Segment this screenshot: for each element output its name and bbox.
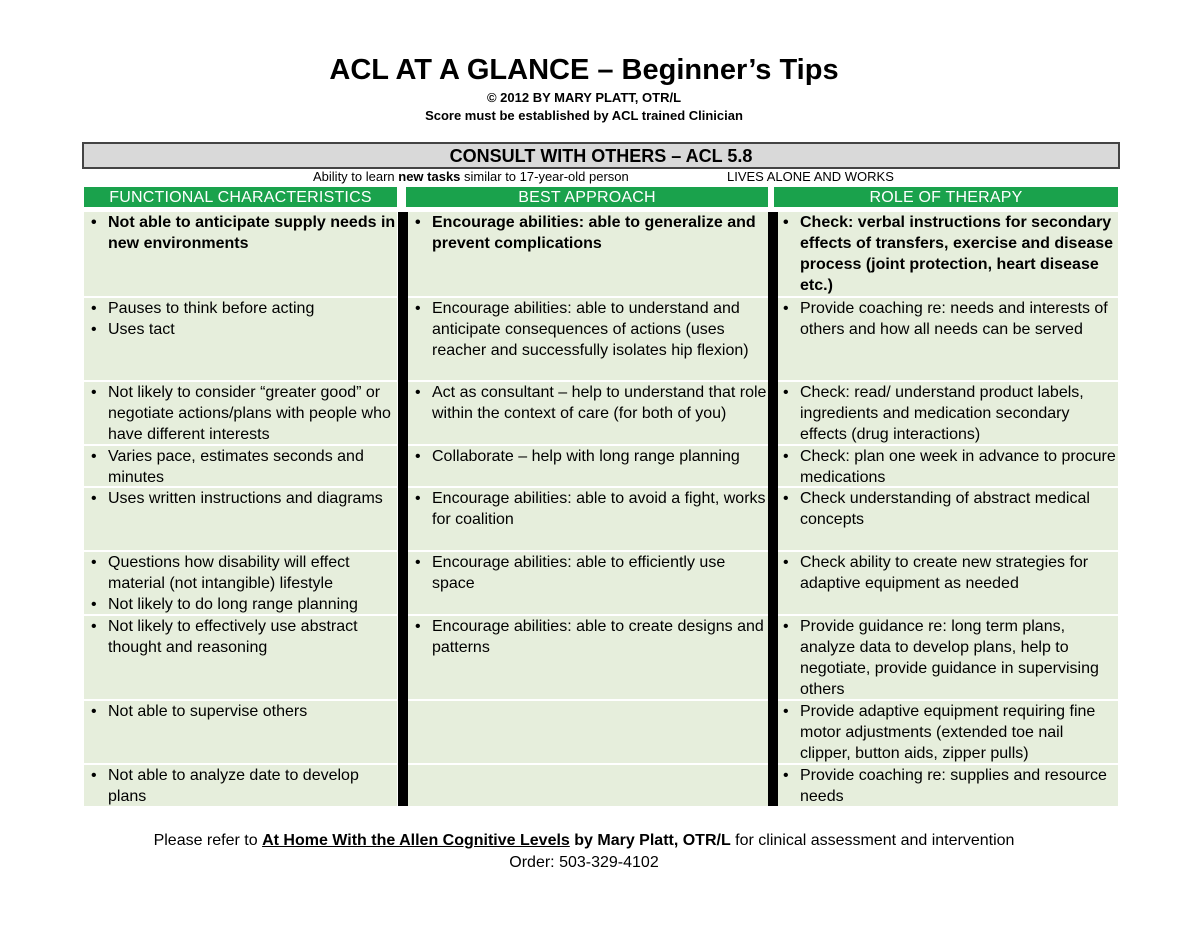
list-item: • Provide coaching re: needs and interests of others and how all needs can be served [776,298,1118,340]
bullet-list [408,212,768,254]
list-item: • Uses tact [84,319,397,340]
cell-functional-row-5 [84,488,397,550]
list-item: • Check ability to create new strategies for adaptive equipment as needed [776,552,1118,594]
cell-approach-row-7 [408,616,768,699]
cell-therapy-row-1 [776,212,1118,296]
list-item: • Check: read/ understand product labels, ingredients and medication secondary effects (drug interactions) [776,382,1118,444]
ability-prefix: Ability to learn [313,169,399,184]
ability-suffix: similar to 17-year-old person [460,169,629,184]
cell-approach-row-9 [408,765,768,806]
footer-order: Order: 503-329-4102 [509,854,659,871]
cell-therapy-row-3 [776,382,1118,444]
list-item: • Check: verbal instructions for secondary effects of transfers, exercise and disease process (joint protection, heart disease etc.) [776,212,1118,296]
list-item: • Not able to supervise others [84,701,397,722]
cell-approach-row-6 [408,552,768,614]
cell-functional-row-2 [84,298,397,380]
cell-therapy-row-6 [776,552,1118,614]
bullet-list [84,446,397,486]
bullet-list [776,616,1118,699]
list-item: • Encourage abilities: able to efficiently use space [408,552,768,594]
list-item: • Not likely to effectively use abstract thought and reasoning [84,616,397,658]
bullet-list [84,701,397,722]
bullet-list [776,765,1118,806]
list-item: • Encourage abilities: able to understand and anticipate consequences of actions (uses reacher and successfully isolates hip flexion) [408,298,768,361]
bullet-list [84,616,397,658]
list-item: • Not able to anticipate supply needs in new environments [84,212,397,254]
cell-therapy-row-8 [776,701,1118,763]
cell-therapy-row-2 [776,298,1118,380]
cell-approach-row-1 [408,212,768,296]
column-header-therapy: ROLE OF THERAPY [774,187,1118,207]
footer-author: Mary Platt, OTR/L [597,832,731,849]
page-title: ACL AT A GLANCE – Beginner’s Tips [329,54,839,86]
bullet-list [776,212,1118,296]
bullet-list [408,488,768,530]
footer-suffix: for clinical assessment and intervention [730,832,1015,849]
score-note: Score must be established by ACL trained Clinician [425,108,743,123]
cell-functional-row-3 [84,382,397,444]
cell-approach-row-3 [408,382,768,444]
bullet-list [776,488,1118,530]
list-item: • Act as consultant – help to understand that role within the context of care (for both of you) [408,382,768,424]
list-item: • Varies pace, estimates seconds and minutes [84,446,397,486]
cell-functional-row-4 [84,446,397,486]
cell-approach-row-5 [408,488,768,550]
list-item: • Check understanding of abstract medical concepts [776,488,1118,530]
cell-approach-row-4 [408,446,768,486]
bullet-list [776,552,1118,594]
list-item: • Questions how disability will effect material (not intangible) lifestyle [84,552,397,594]
footer-book-title: At Home With the Allen Cognitive Levels [262,832,570,849]
cell-approach-row-2 [408,298,768,380]
cell-functional-row-9 [84,765,397,806]
bullet-list [84,382,397,444]
list-item: • Not likely to do long range planning [84,594,397,614]
list-item: • Collaborate – help with long range planning [408,446,768,467]
list-item: • Not likely to consider “greater good” or negotiate actions/plans with people who have different interests [84,382,397,444]
cell-functional-row-8 [84,701,397,763]
cell-functional-row-6 [84,552,397,614]
bullet-list [776,446,1118,486]
bullet-list [776,701,1118,763]
column-divider-right [768,212,778,806]
column-header-functional: FUNCTIONAL CHARACTERISTICS [84,187,397,207]
cell-therapy-row-4 [776,446,1118,486]
footer-prefix: Please refer to [153,832,263,849]
list-item: • Pauses to think before acting [84,298,397,319]
bullet-list [408,552,768,594]
list-item: • Provide guidance re: long term plans, analyze data to develop plans, help to negotiate, provide guidance in supervising others [776,616,1118,699]
bullet-list [408,616,768,658]
bullet-list [84,212,397,254]
cell-functional-row-1 [84,212,397,296]
footer-by: by [569,832,598,849]
list-item: • Check: plan one week in advance to procure medications [776,446,1118,486]
section-title: CONSULT WITH OTHERS – ACL 5.8 [82,142,1120,169]
bullet-list [84,298,397,340]
cell-therapy-row-5 [776,488,1118,550]
cell-therapy-row-9 [776,765,1118,806]
list-item: • Encourage abilities: able to avoid a fight, works for coalition [408,488,768,530]
list-item: • Encourage abilities: able to create designs and patterns [408,616,768,658]
column-header-approach: BEST APPROACH [406,187,768,207]
ability-note [313,169,629,184]
list-item: • Provide adaptive equipment requiring fine motor adjustments (extended toe nail clipper, button aids, zipper pulls) [776,701,1118,763]
cell-functional-row-7 [84,616,397,699]
column-divider-left [398,212,408,806]
cell-approach-row-8 [408,701,768,763]
living-note: LIVES ALONE AND WORKS [727,169,894,184]
list-item: • Not able to analyze date to develop plans [84,765,397,806]
list-item: • Encourage abilities: able to generalize and prevent complications [408,212,768,254]
bullet-list [84,552,397,614]
list-item: • Provide coaching re: supplies and resource needs [776,765,1118,806]
cell-therapy-row-7 [776,616,1118,699]
bullet-list [776,298,1118,340]
bullet-list [408,446,768,467]
list-item: • Uses written instructions and diagrams [84,488,397,509]
bullet-list [408,298,768,361]
bullet-list [408,382,768,424]
footer-reference [0,832,1168,850]
bullet-list [84,488,397,509]
bullet-list [84,765,397,806]
ability-bold: new tasks [398,169,461,184]
bullet-list [776,382,1118,444]
copyright-line: © 2012 BY MARY PLATT, OTR/L [486,90,682,105]
